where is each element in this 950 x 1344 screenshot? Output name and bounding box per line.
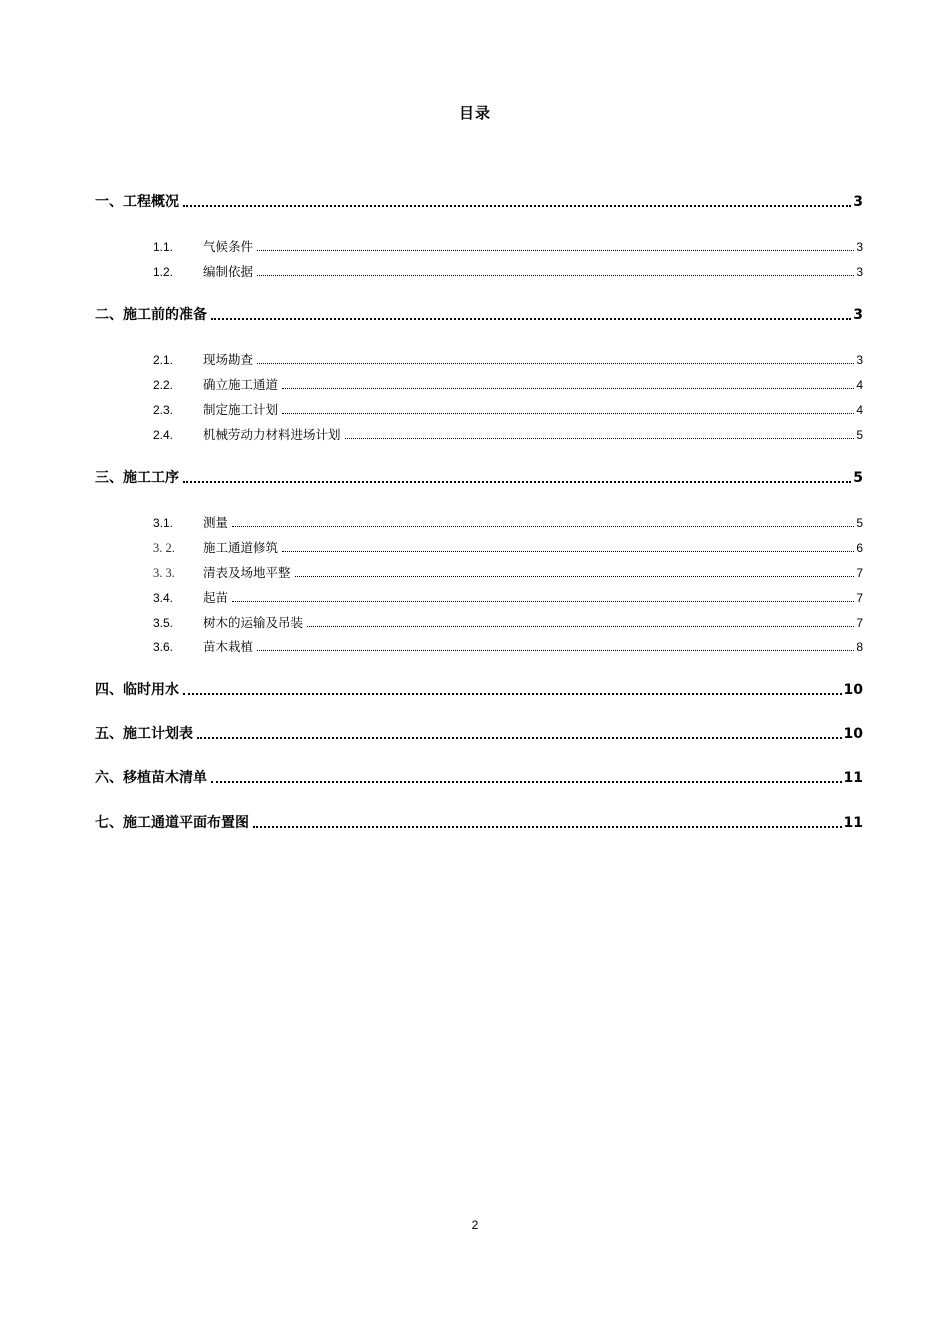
toc-page-number: 10 [843, 726, 863, 742]
toc-page-number: 8 [856, 640, 863, 654]
toc-page-number: 11 [843, 815, 863, 831]
toc-page-number: 3 [856, 265, 863, 279]
toc-entry-3-6[interactable] [153, 638, 863, 656]
toc-entry-2[interactable] [95, 306, 863, 324]
toc-entry-label: 六、移植苗木清单 [95, 770, 207, 786]
toc-entry-label: 三、施工工序 [95, 470, 179, 486]
dot-leader [257, 275, 854, 276]
toc-entry-1-2[interactable] [153, 263, 863, 281]
dot-leader [257, 650, 854, 651]
dot-leader [257, 250, 854, 251]
toc-entry-label: 制定施工计划 [203, 402, 279, 417]
toc-entry-label: 二、施工前的准备 [95, 307, 207, 323]
toc-page-number: 7 [856, 616, 863, 630]
toc-entry-label: 清表及场地平整 [203, 565, 291, 580]
dot-leader [282, 551, 854, 552]
toc-entry-number: 2.4. [153, 428, 174, 442]
toc-entry-3-4[interactable] [153, 589, 863, 607]
toc-page-number: 10 [843, 682, 863, 698]
toc-entry-4[interactable] [95, 681, 863, 699]
dot-leader [211, 318, 851, 320]
toc-entry-label: 七、施工通道平面布置图 [95, 815, 249, 831]
dot-leader [282, 413, 854, 414]
dot-leader [232, 601, 854, 602]
toc-entry-3[interactable] [95, 469, 863, 487]
toc-entry-label: 气候条件 [203, 239, 254, 254]
toc-entry-7[interactable] [95, 814, 863, 832]
toc-entry-number: 3. 2. [153, 541, 175, 555]
dot-leader [295, 576, 855, 577]
toc-entry-label: 一、工程概况 [95, 194, 179, 210]
toc-entry-3-3[interactable] [153, 564, 863, 582]
toc-page-number: 3 [853, 307, 863, 323]
toc-entry-3-1[interactable] [153, 514, 863, 532]
toc-page-number: 3 [856, 240, 863, 254]
toc-entry-number: 2.1. [153, 353, 174, 367]
toc-page-number: 3 [856, 353, 863, 367]
toc-page-number: 7 [856, 591, 863, 605]
toc-entry-label: 确立施工通道 [203, 377, 279, 392]
toc-entry-label: 编制依据 [203, 264, 254, 279]
dot-leader [307, 626, 854, 627]
toc-page-number: 7 [856, 566, 863, 580]
page-title: 目录 [458, 104, 491, 122]
dot-leader [183, 693, 842, 695]
toc-entry-2-4[interactable] [153, 426, 863, 444]
toc-entry-number: 1.1. [153, 240, 174, 254]
toc-entry-label: 树木的运输及吊装 [203, 615, 304, 630]
dot-leader [232, 526, 854, 527]
toc-page-number: 4 [856, 378, 863, 392]
toc-entry-number: 3. 3. [153, 566, 175, 580]
toc-entry-6[interactable] [95, 769, 863, 787]
toc-entry-5[interactable] [95, 725, 863, 743]
toc-page-number: 3 [853, 194, 863, 210]
toc-entry-number: 2.3. [153, 403, 174, 417]
toc-page-number: 4 [856, 403, 863, 417]
dot-leader [345, 438, 855, 439]
toc-entry-number: 3.4. [153, 591, 174, 605]
toc-entry-label: 五、施工计划表 [95, 726, 193, 742]
dot-leader [197, 737, 842, 739]
dot-leader [183, 481, 851, 483]
toc-page-number: 5 [856, 516, 863, 530]
page-number: 2 [471, 1218, 479, 1232]
toc-entry-label: 施工通道修筑 [203, 540, 279, 555]
toc-entry-1-1[interactable] [153, 238, 863, 256]
toc-page-number: 6 [856, 541, 863, 555]
toc-entry-2-1[interactable] [153, 351, 863, 369]
toc-entry-label: 机械劳动力材料进场计划 [203, 427, 341, 442]
toc-entry-number: 3.6. [153, 640, 174, 654]
toc-entry-number: 3.5. [153, 616, 174, 630]
toc-entry-3-5[interactable] [153, 614, 863, 632]
toc-entry-label: 起苗 [203, 590, 229, 605]
toc-page-number: 11 [843, 770, 863, 786]
toc-entry-label: 四、临时用水 [95, 682, 179, 698]
toc-entry-label: 现场勘查 [203, 352, 254, 367]
dot-leader [282, 388, 854, 389]
toc-entry-2-2[interactable] [153, 376, 863, 394]
dot-leader [183, 205, 851, 207]
toc-entry-number: 2.2. [153, 378, 174, 392]
toc-entry-2-3[interactable] [153, 401, 863, 419]
toc-entry-label: 苗木栽植 [203, 639, 254, 654]
dot-leader [253, 826, 842, 828]
toc-entry-label: 测量 [203, 515, 229, 530]
dot-leader [211, 781, 842, 783]
dot-leader [257, 363, 854, 364]
toc-page-number: 5 [853, 470, 863, 486]
toc-entry-3-2[interactable] [153, 539, 863, 557]
toc-page-number: 5 [856, 428, 863, 442]
toc-entry-number: 1.2. [153, 265, 174, 279]
toc-entry-1[interactable] [95, 193, 863, 211]
toc-entry-number: 3.1. [153, 516, 174, 530]
